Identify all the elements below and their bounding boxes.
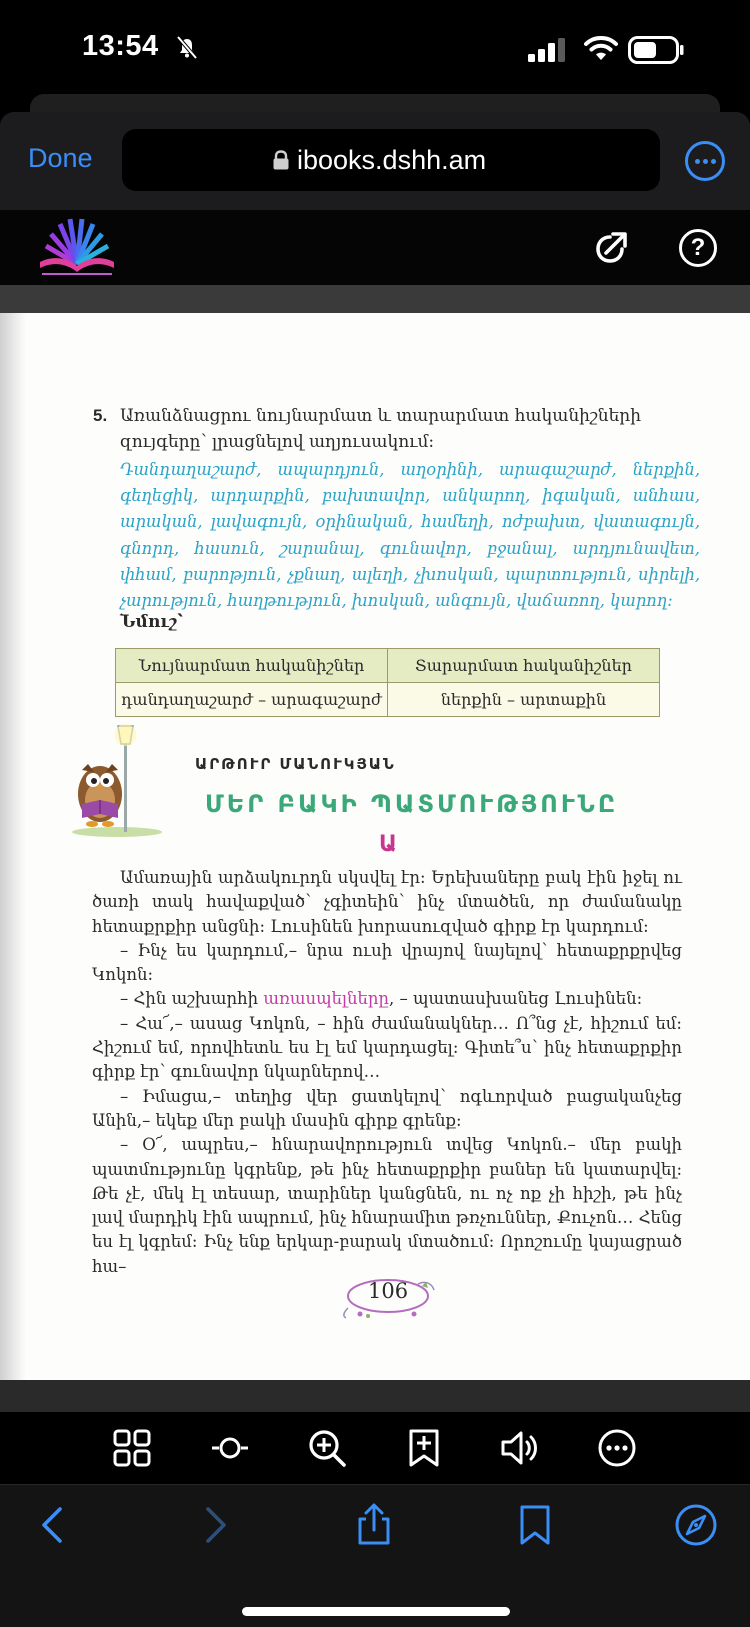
- story-title: ՄԵՐ ԲԱԿԻ ՊԱՏՄՈՒԹՅՈՒՆԸ: [205, 790, 619, 818]
- table-header-cell: Տարարմատ հականիշներ: [388, 649, 660, 683]
- exercise-task: Առանձնացրու նույնարմատ և տարարմատ հականիշների զույգերը՝ լրացնելով աղյուսակում:: [120, 406, 641, 452]
- compass-icon[interactable]: [674, 1503, 718, 1547]
- publisher-logo: [36, 216, 118, 278]
- bookmarks-icon[interactable]: [513, 1503, 557, 1547]
- url-text: ibooks.dshh.am: [297, 145, 487, 175]
- owl-reading-illustration: [68, 720, 166, 838]
- zoom-in-icon[interactable]: [307, 1428, 347, 1468]
- home-indicator: [242, 1607, 510, 1616]
- forward-icon[interactable]: [192, 1503, 236, 1547]
- grid-icon[interactable]: [112, 1428, 152, 1468]
- lock-icon: [272, 150, 290, 170]
- page-number: 106: [368, 1279, 409, 1303]
- glossary-link[interactable]: առասպելները: [263, 989, 390, 1009]
- story-paragraph: – Հա՜,– ասաց Կոկոն, – հին ժամանակներ… Ո՞նց չէ, հիշում եմ: Հիշում եմ, որովհետև ես էլ եմ կարդացել: Գիտե՞ս՝ ինչ հետաքրքիր գիրք էր՝ գունավոր նկարներով…: [92, 1013, 682, 1082]
- story-paragraph: – Իմացա,– տեղից վեր ցատկելով՝ ոգևորված բացականչեց Անին,– եկեք մեր բակի մասին գիրք գրենք:: [92, 1086, 682, 1130]
- story-text-run: – Հին աշխարհի: [120, 989, 264, 1009]
- page-gap: [0, 285, 750, 313]
- wifi-icon: [584, 34, 618, 62]
- page-spine-shadow: [0, 313, 26, 1380]
- more-icon[interactable]: [597, 1428, 637, 1468]
- story-part-letter: Ա: [379, 832, 397, 857]
- brightness-icon[interactable]: [210, 1428, 250, 1468]
- sample-label: Նմուշ՝: [120, 612, 183, 632]
- story-text-run: , – պատասխանեց Լուսինեն:: [389, 989, 643, 1009]
- page-bottom-gap: [0, 1380, 750, 1412]
- browser-more-button[interactable]: [685, 141, 725, 181]
- antonym-table: [115, 648, 660, 717]
- table-cell: դանդաղաշարժ – արագաշարժ: [116, 683, 388, 717]
- speaker-icon[interactable]: [500, 1428, 540, 1468]
- silent-bell-icon: [174, 34, 200, 60]
- table-header-row: [116, 649, 660, 683]
- battery-icon: [628, 36, 684, 64]
- external-link-icon[interactable]: [592, 229, 630, 267]
- story-paragraph: [92, 987, 682, 1011]
- table-header-cell: Նույնարմատ հականիշներ: [116, 649, 388, 683]
- status-time: 13:54: [82, 30, 159, 62]
- add-bookmark-icon[interactable]: [404, 1428, 444, 1468]
- exercise-word-list: Դանդաղաշարժ, ապարդյուն, աղօրինի, արագաշարժ, ներքին, գեղեցիկ, արդարքին, բախտավոր, անկարող, իգական, անհաս, արական, լավագույն, օրինական, համեղի, ոժբախտ, վատագույն, գնորդ, հասուն, շարանալ, գունավոր, բջանալ, արդյունավետ, փհամ, բարոթյուն, չքնաղ, ալեղի, չխոսկան, պարտություն, սիրելի, չարություն, հաղթություն, խոսկան, անգույն, վաճառող, կարող:: [120, 460, 700, 611]
- done-button[interactable]: Done: [28, 143, 93, 173]
- story-paragraph: – Օ՜, ապրես,– հնարավորություն տվեց Կոկոն.– մեր բակի պատմությունը կգրենք, թե ինչ հետաքրքիր բաներ են կատարվել: Թե չէ, մեկ էլ տեսար, տարիներ կանցնեն, ու ոչ ոք չի հիշի, թե ինչ լավ մարդիկ էին ապրում, ինչ հնարամիտ թռչուններ, Քուչոն… Հենց ես էլ կգրեմ: Ինչ ենք երկար-բարակ մտածում: Որոշումը կայացրած հա–: [92, 1135, 682, 1276]
- exercise-number: 5.: [93, 406, 108, 425]
- story-author: ԱՐԹՈՒՐ ՄԱՆՈՒԿՅԱՆ: [195, 755, 396, 773]
- signal-icon: [528, 38, 568, 62]
- back-icon[interactable]: [32, 1503, 76, 1547]
- table-cell: ներքին – արտաքին: [388, 683, 660, 717]
- story-paragraph: – Ինչ ես կարդում,– նրա ուսի վրայով նայելով՝ հետաքրքրվեց Կոկոն:: [92, 940, 682, 985]
- help-button[interactable]: ?: [679, 229, 717, 267]
- table-row: [116, 683, 660, 717]
- story-paragraph: Ամառային արձակուրդն սկսվել էր: Երեխաները բակ էին իջել ու ծառի տակ հավաքված՝ չգիտեին՝ ինչ մտածեն, որ ժամանակը հետաքրքիր անցնի: Լուսինեն խորասուզված գիրք էր կարդում:: [92, 868, 682, 936]
- share-icon[interactable]: [352, 1503, 396, 1547]
- story-text: [92, 866, 682, 1279]
